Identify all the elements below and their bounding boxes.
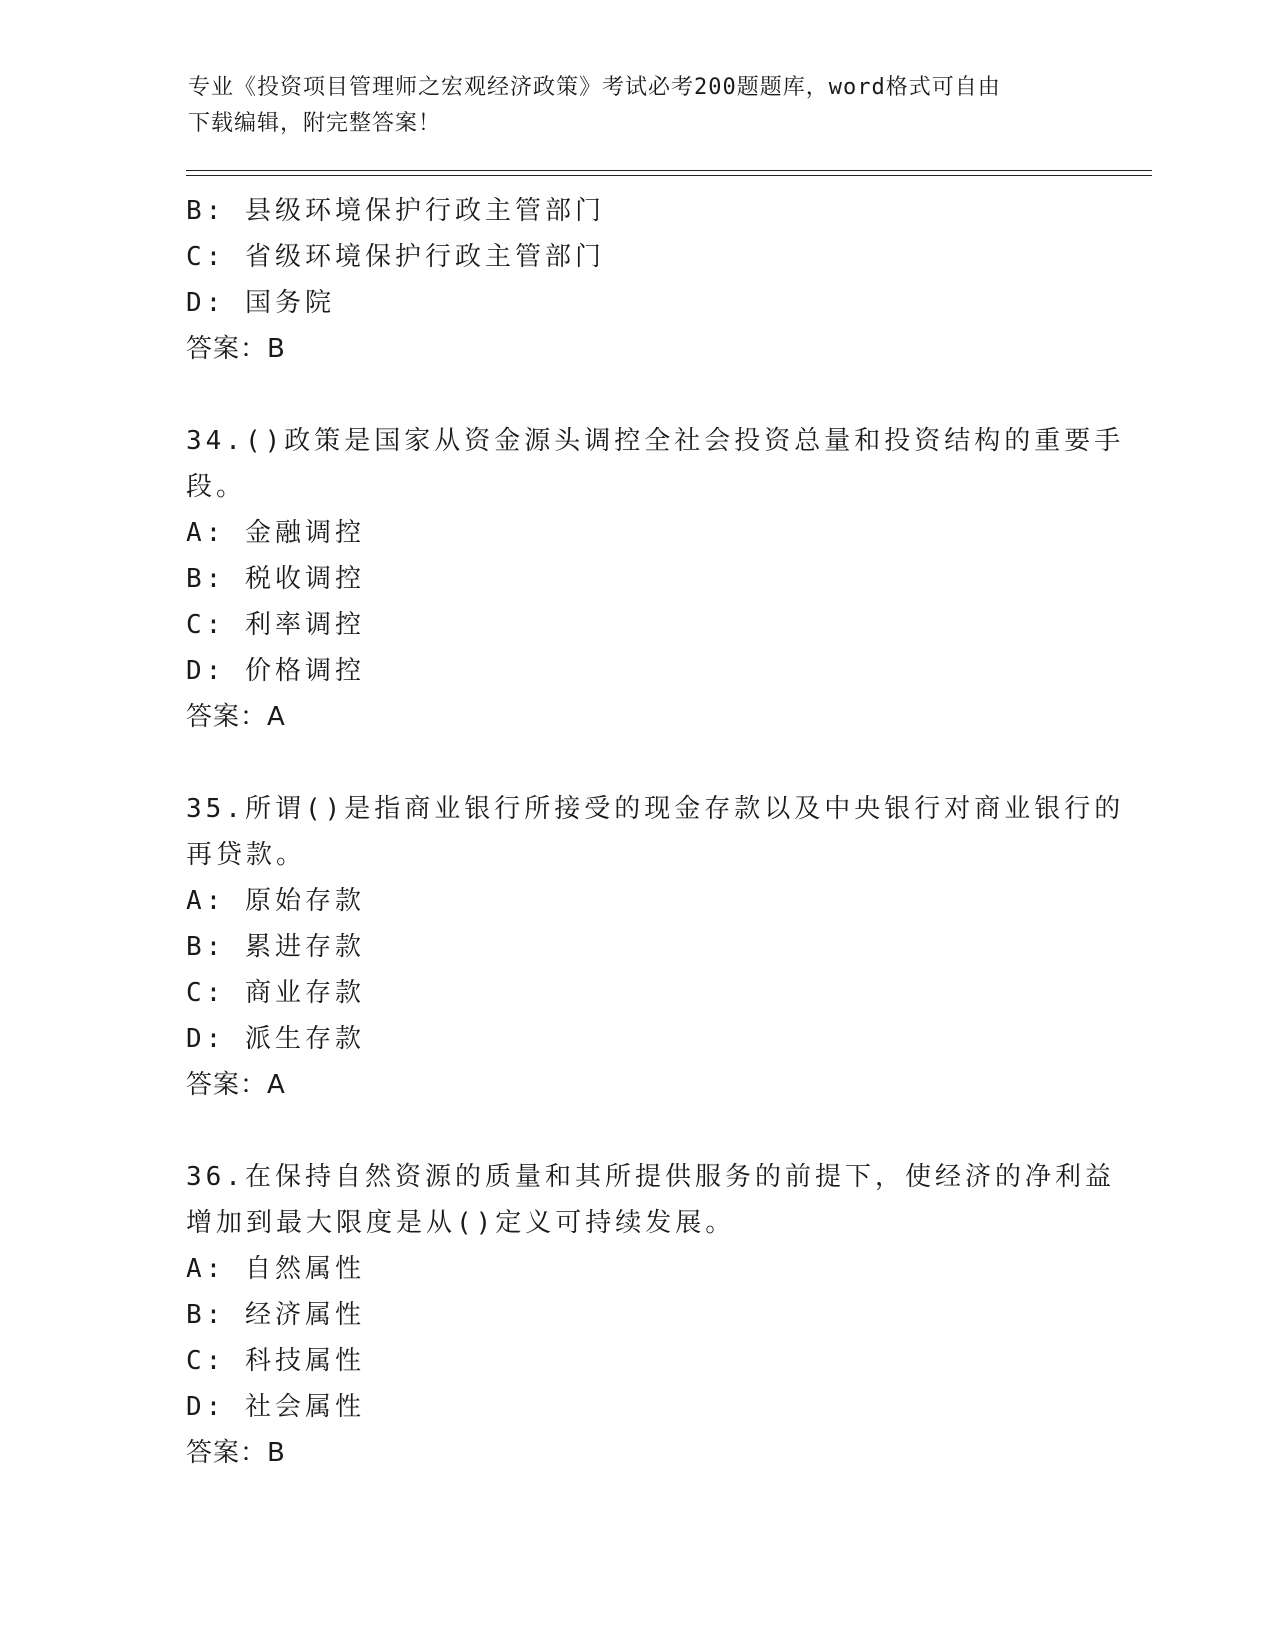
option-d: D: 派生存款 xyxy=(186,1024,365,1054)
option-a: A: 金融调控 xyxy=(186,518,365,548)
header-rule-bottom xyxy=(186,175,1152,176)
question-stem: 35.所谓()是指商业银行所接受的现金存款以及中央银行对商业银行的 xyxy=(186,794,1125,824)
option-c: C: 商业存款 xyxy=(186,978,365,1008)
answer: 答案：A xyxy=(186,1070,286,1100)
option-b: B: 累进存款 xyxy=(186,932,365,962)
header-rule-top xyxy=(186,170,1152,171)
spacer xyxy=(186,740,1086,786)
option-b: B: 经济属性 xyxy=(186,1300,365,1330)
answer: 答案：A xyxy=(186,702,286,732)
spacer xyxy=(186,1108,1086,1154)
option-c: C: 利率调控 xyxy=(186,610,365,640)
question-stem: 34.()政策是国家从资金源头调控全社会投资总量和投资结构的重要手 xyxy=(186,426,1125,456)
question-36 xyxy=(186,1154,1115,1476)
header-line-1: 专业《投资项目管理师之宏观经济政策》考试必考200题题库，word格式可自由 xyxy=(188,75,1001,100)
option-d: D: 社会属性 xyxy=(186,1392,365,1422)
option-c: C: 科技属性 xyxy=(186,1346,365,1376)
option-a: A: 自然属性 xyxy=(186,1254,365,1284)
question-content xyxy=(186,188,1125,1476)
option-d: D: 价格调控 xyxy=(186,656,365,686)
question-stem-cont: 再贷款。 xyxy=(186,840,307,870)
option-a: A: 原始存款 xyxy=(186,886,365,916)
question-stem-cont: 增加到最大限度是从()定义可持续发展。 xyxy=(186,1208,736,1238)
question-35 xyxy=(186,786,1125,1108)
question-34 xyxy=(186,418,1125,740)
option-c: C: 省级环境保护行政主管部门 xyxy=(186,242,605,272)
document-header xyxy=(188,70,1068,142)
option-b: B: 县级环境保护行政主管部门 xyxy=(186,196,605,226)
option-d: D: 国务院 xyxy=(186,288,335,318)
option-b: B: 税收调控 xyxy=(186,564,365,594)
question-stem: 36.在保持自然资源的质量和其所提供服务的前提下，使经济的净利益 xyxy=(186,1162,1115,1192)
question-stem-cont: 段。 xyxy=(186,472,247,502)
answer: 答案：B xyxy=(186,334,286,364)
spacer xyxy=(186,372,1086,418)
header-line-2: 下载编辑，附完整答案！ xyxy=(188,111,442,136)
answer: 答案：B xyxy=(186,1438,286,1468)
question-33 xyxy=(186,188,1086,372)
